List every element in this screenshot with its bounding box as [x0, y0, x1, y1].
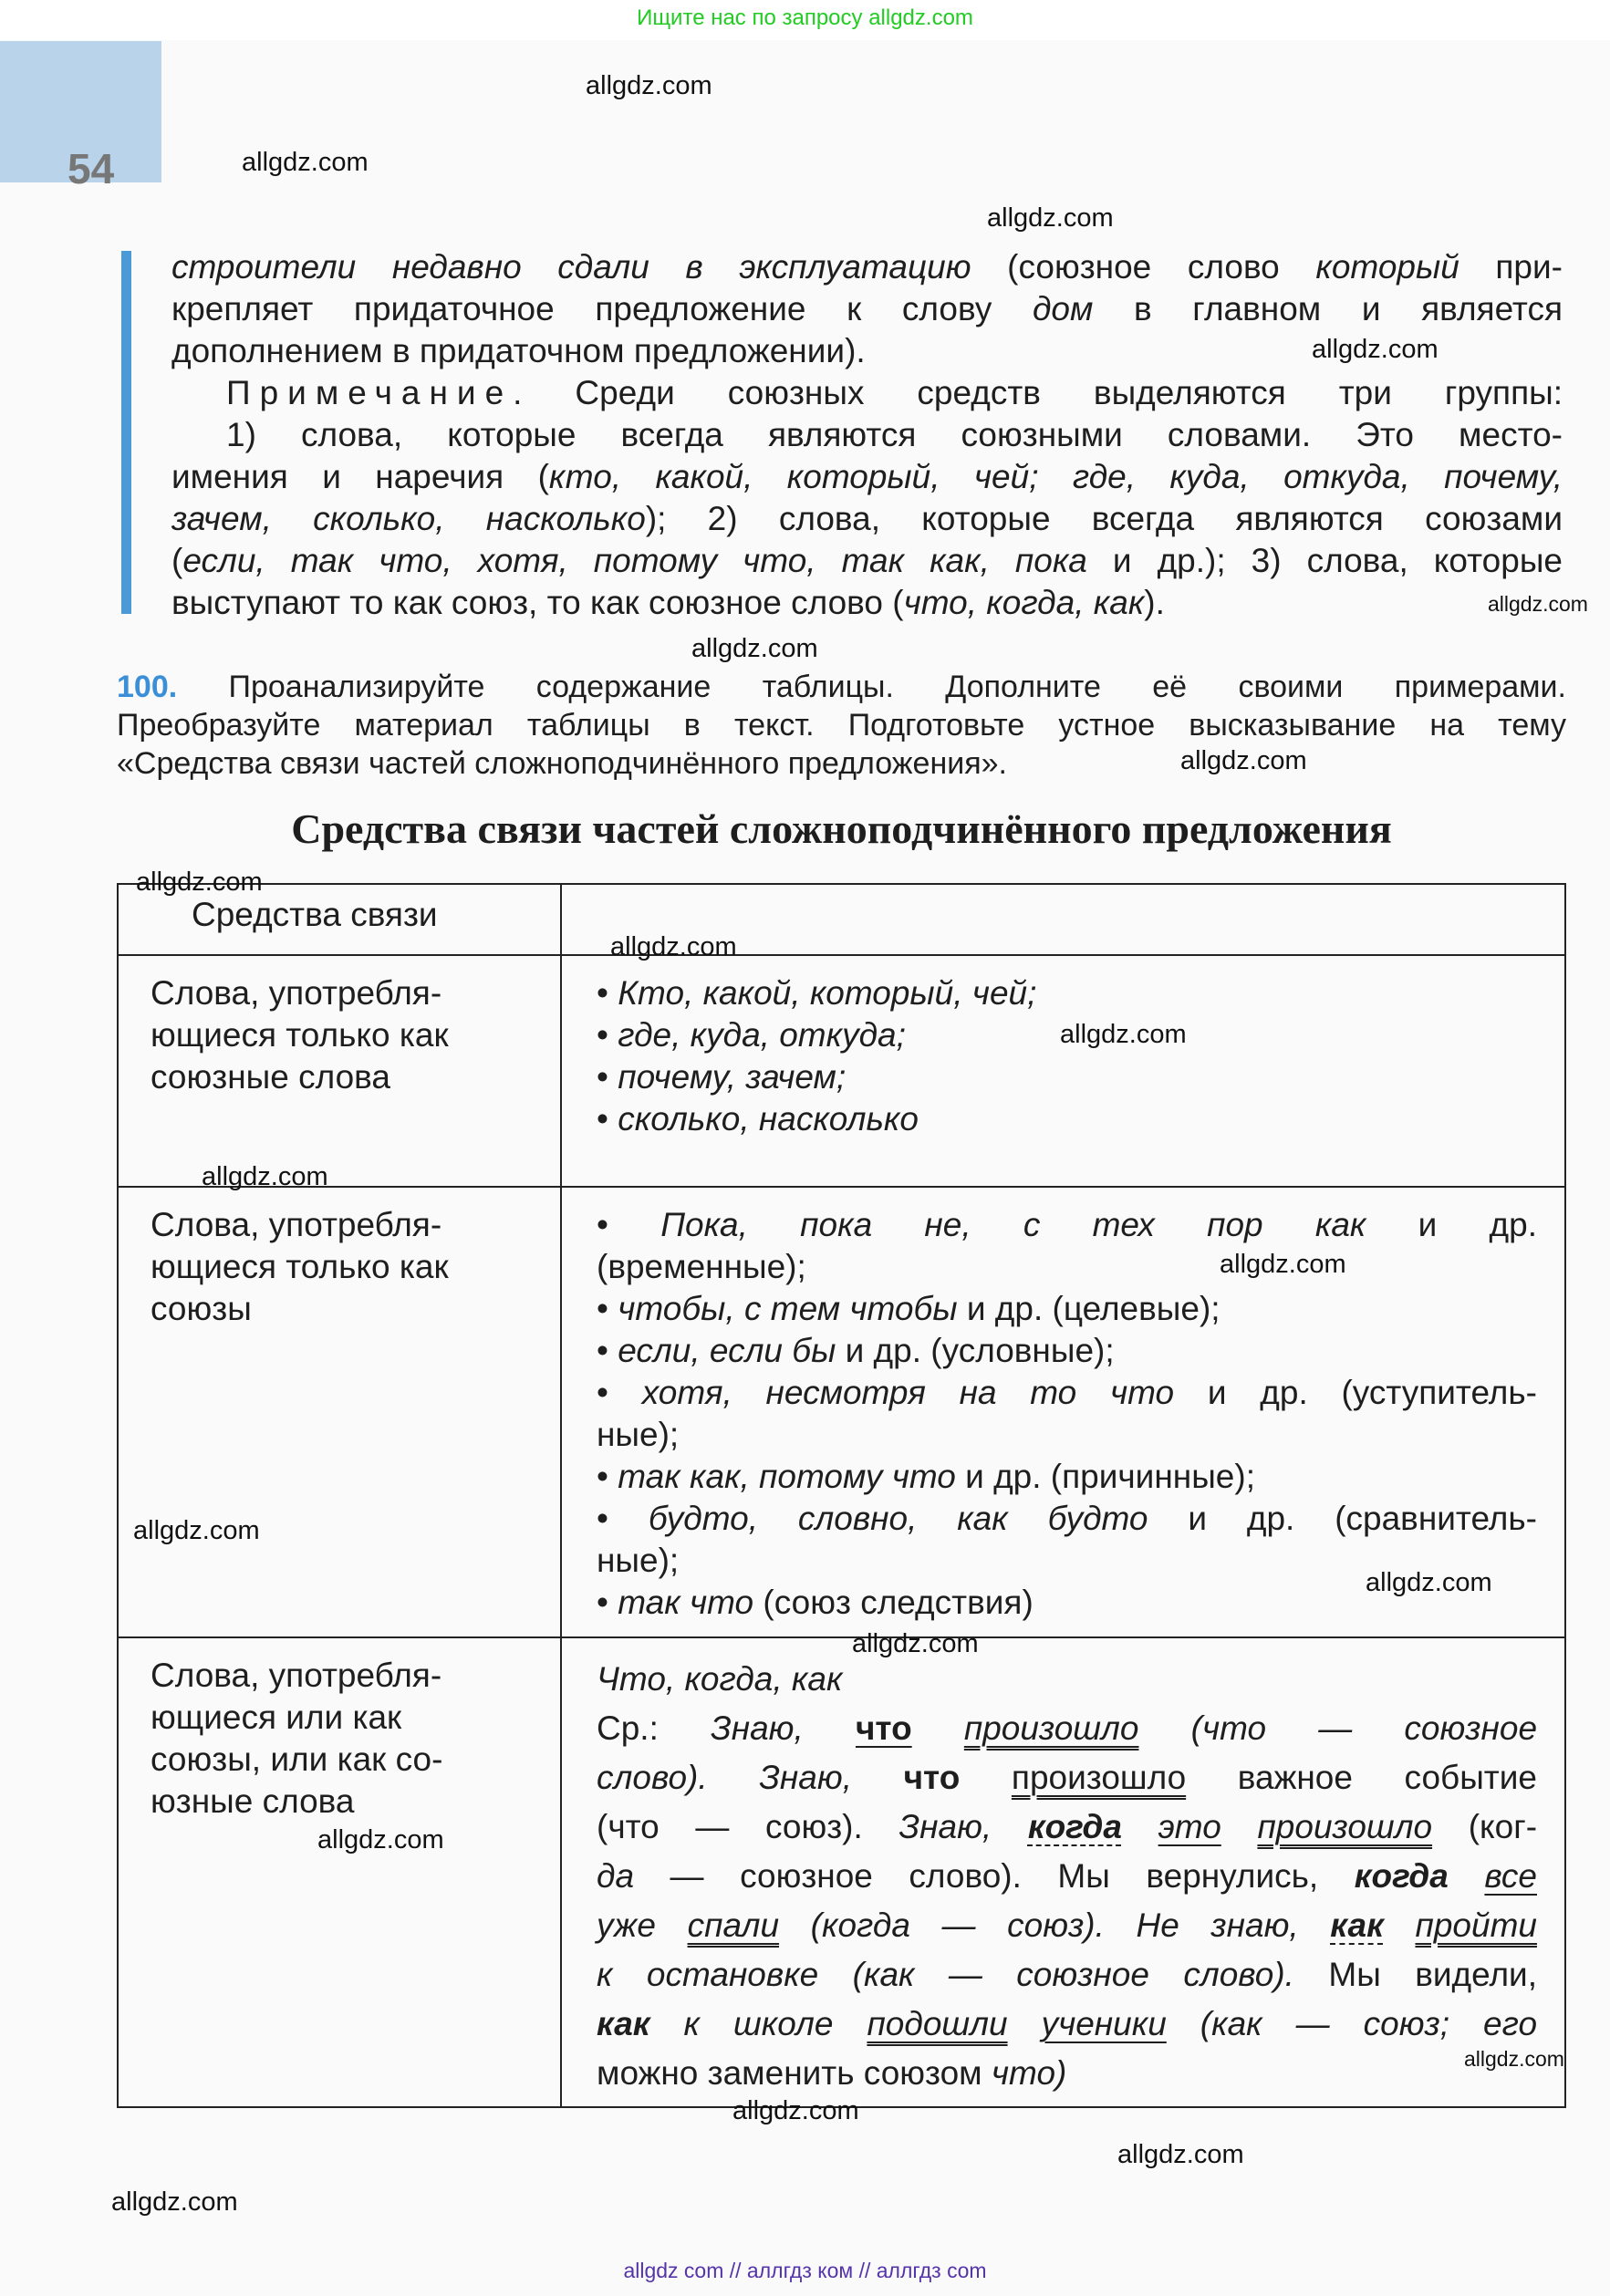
row-2-category: [119, 1188, 562, 1638]
text-segment: Примечание: [226, 374, 514, 411]
text-segment: и др. (сравнитель-: [1148, 1500, 1537, 1537]
text-segment: чтобы, с тем чтобы: [618, 1290, 958, 1327]
text-line: [597, 1456, 1537, 1498]
watermark: allgdz.com: [1464, 2047, 1564, 2071]
underlined-word: подошли: [867, 2005, 1008, 2042]
text-segment: да: [597, 1857, 635, 1895]
text-segment: ные);: [597, 1416, 680, 1453]
exercise-100: [117, 668, 1566, 783]
text-segment: юзные слова: [151, 1782, 355, 1820]
text-line: [597, 1803, 1537, 1852]
page-number: 54: [68, 145, 115, 192]
watermark: allgdz.com: [1117, 2140, 1244, 2169]
watermark: allgdz.com: [136, 867, 263, 897]
text-segment: 1) слова, которые всегда являются союзными словами. Это место-: [226, 416, 1563, 453]
text-segment: кто, какой, который, чей; где, куда, откуда, почему,: [548, 458, 1563, 495]
text-line: [597, 1655, 1537, 1704]
row-1-examples: [562, 956, 1564, 1188]
text-line: [171, 456, 1563, 498]
text-line: [151, 1781, 542, 1823]
underlined-word: пройти: [1415, 1906, 1537, 1944]
text-segment: (когда — союз).: [779, 1906, 1137, 1944]
text-segment: •: [597, 1584, 618, 1621]
text-segment: •: [597, 1206, 661, 1243]
text-line: [151, 1014, 542, 1056]
table-title: Средства связи частей сложноподчинённого предложения: [291, 805, 1392, 852]
watermark: allgdz.com: [987, 203, 1114, 233]
text-segment: •: [597, 1058, 618, 1096]
text-segment: [960, 1759, 1012, 1796]
text-line: [151, 1655, 542, 1697]
text-segment: если, если бы: [618, 1332, 836, 1369]
text-segment: 100.: [117, 670, 178, 704]
header-cell-means: Средства связи: [119, 885, 562, 956]
text-line: [597, 1704, 1537, 1753]
text-segment: (временные);: [597, 1248, 806, 1285]
text-segment: и др.: [1366, 1206, 1537, 1243]
text-segment: •: [597, 1500, 649, 1537]
watermark: allgdz.com: [111, 2187, 238, 2217]
underlined-word: когда: [1027, 1808, 1122, 1845]
rule-paragraph: [171, 246, 1563, 624]
text-segment: Знаю,: [898, 1808, 1028, 1845]
text-segment: Слова, употребля-: [151, 1206, 442, 1243]
text-segment: Знаю,: [711, 1709, 856, 1747]
text-segment: •: [597, 1100, 618, 1138]
text-segment: Кто, какой, который, чей;: [618, 974, 1037, 1012]
row-3-examples: [562, 1638, 1564, 2106]
text-segment: уже: [597, 1906, 688, 1944]
text-segment: так как, потому что: [618, 1458, 956, 1495]
row-1-category: [119, 956, 562, 1188]
text-segment: •: [597, 1332, 618, 1369]
underlined-word: как: [1330, 1906, 1384, 1944]
text-segment: Что, когда, как: [597, 1660, 843, 1698]
text-line: [171, 498, 1563, 540]
text-segment: . Среди союзных средств выделяются три группы:: [513, 374, 1563, 411]
underlined-word: произошло: [1011, 1759, 1187, 1796]
underlined-word: спали: [687, 1906, 780, 1944]
text-line: [151, 1056, 542, 1098]
text-line: [597, 1852, 1537, 1901]
text-segment: ); 2) слова, которые всегда являются союзами: [645, 500, 1563, 537]
underlined-word: все: [1484, 1857, 1537, 1895]
text-segment: что): [991, 2054, 1067, 2092]
text-segment: будто, словно, как будто: [648, 1500, 1148, 1537]
text-line: [171, 582, 1563, 624]
text-segment: и др. (уступитель-: [1174, 1374, 1537, 1411]
text-segment: дом: [1032, 290, 1094, 327]
text-segment: что: [903, 1759, 961, 1796]
text-segment: ющиеся или как: [151, 1699, 402, 1736]
text-segment: •: [597, 1016, 618, 1054]
text-segment: дополнением в придаточном предложении).: [171, 332, 866, 369]
text-line: [597, 1288, 1537, 1330]
text-segment: который: [1315, 248, 1459, 286]
text-segment: как: [597, 2005, 650, 2042]
text-segment: сколько, насколько: [618, 1100, 919, 1138]
text-line: [597, 1056, 1537, 1098]
text-line: [117, 744, 1566, 783]
text-segment: (союзное слово: [971, 248, 1316, 286]
text-line: [597, 1901, 1537, 1950]
text-segment: Ср.:: [597, 1709, 712, 1747]
text-segment: [1449, 1857, 1485, 1895]
text-segment: так что: [618, 1584, 754, 1621]
text-segment: союзные слова: [151, 1058, 390, 1096]
text-segment: важное событие: [1186, 1759, 1537, 1796]
text-segment: когда: [1354, 1857, 1449, 1895]
underlined-word: произошло: [963, 1709, 1139, 1747]
text-segment: и др. (причинные);: [955, 1458, 1255, 1495]
text-segment: и др. (условные);: [836, 1332, 1115, 1369]
rule-highlight-bar: [121, 251, 131, 614]
text-segment: (что — союзное: [1138, 1709, 1538, 1747]
text-segment: Мы видели,: [1328, 1956, 1537, 1993]
text-segment: что, когда, как: [903, 584, 1145, 621]
text-line: [171, 372, 1563, 414]
text-line: [151, 1204, 542, 1246]
text-segment: к школе: [649, 2005, 867, 2042]
text-line: [597, 972, 1537, 1014]
text-line: [151, 1697, 542, 1739]
text-line: [597, 1098, 1537, 1140]
text-line: [597, 1246, 1537, 1288]
watermark: allgdz.com: [1180, 746, 1307, 775]
text-segment: •: [597, 1374, 642, 1411]
text-segment: •: [597, 1290, 618, 1327]
watermark: allgdz.com: [242, 148, 369, 177]
watermark: allgdz.com: [133, 1516, 260, 1545]
text-segment: Проанализируйте содержание таблицы. Дополните её своими примерами.: [177, 670, 1566, 704]
watermark: allgdz.com: [202, 1162, 328, 1191]
text-segment: «Средства связи частей сложноподчинённого предложения».: [117, 746, 1007, 781]
text-segment: [912, 1709, 964, 1747]
text-segment: [1122, 1808, 1158, 1845]
text-segment: Пока, пока не, с тех пор как: [660, 1206, 1366, 1243]
text-line: [151, 1739, 542, 1781]
watermark: allgdz.com: [1220, 1250, 1346, 1279]
text-segment: имения и наречия (: [171, 458, 549, 495]
text-line: [151, 1288, 542, 1330]
text-line: [597, 2049, 1537, 2098]
text-segment: Преобразуйте материал таблицы в текст. Подготовьте устное высказывание на тему: [117, 708, 1566, 743]
text-line: [117, 706, 1566, 744]
text-segment: почему, зачем;: [618, 1058, 847, 1096]
text-line: [597, 1330, 1537, 1372]
text-segment: можно заменить союзом: [597, 2054, 992, 2092]
text-line: [171, 540, 1563, 582]
text-line: [597, 1372, 1537, 1414]
row-3-category: [119, 1638, 562, 2106]
text-line: [171, 414, 1563, 456]
text-line: [151, 972, 542, 1014]
watermark: allgdz.com: [1312, 335, 1439, 364]
watermark: allgdz.com: [1366, 1568, 1492, 1597]
text-segment: и др. (целевые);: [957, 1290, 1220, 1327]
text-line: [171, 288, 1563, 330]
text-segment: к остановке (как — союзное слово).: [597, 1956, 1329, 1993]
footer-links[interactable]: allgdz com // аллгдз ком // аллгдз com: [623, 2259, 987, 2282]
text-line: [597, 2000, 1537, 2049]
text-line: [171, 246, 1563, 288]
text-segment: (: [171, 542, 183, 579]
watermark: allgdz.com: [852, 1629, 979, 1658]
text-segment: зачем, сколько, насколько: [171, 500, 646, 537]
watermark: allgdz.com: [732, 2096, 859, 2125]
text-segment: строители недавно сдали в эксплуатацию: [171, 248, 971, 286]
text-segment: союзы, или как со-: [151, 1740, 443, 1778]
text-line: [597, 1204, 1537, 1246]
text-segment: союзы: [151, 1290, 252, 1327]
underlined-word: произошло: [1257, 1808, 1433, 1845]
text-line: [117, 668, 1566, 706]
text-segment: Слова, употребля-: [151, 974, 442, 1012]
text-segment: крепляет придаточное предложение к слову: [171, 290, 1033, 327]
text-line: [597, 1414, 1537, 1456]
text-segment: ные);: [597, 1542, 680, 1579]
watermark: allgdz.com: [317, 1825, 444, 1854]
text-segment: при-: [1459, 248, 1563, 286]
text-segment: Слова, употребля-: [151, 1657, 442, 1694]
text-segment: [1384, 1906, 1416, 1944]
underlined-word: ученики: [1041, 2005, 1167, 2042]
text-segment: если, так что, хотя, потому что, так как, пока: [182, 542, 1087, 579]
text-segment: где, куда, откуда;: [618, 1016, 906, 1054]
text-line: [597, 1753, 1537, 1803]
text-segment: Не знаю,: [1136, 1906, 1331, 1944]
watermark: allgdz.com: [1488, 592, 1588, 616]
text-segment: [1008, 2005, 1042, 2042]
watermark: allgdz.com: [1060, 1020, 1187, 1049]
text-segment: слово). Знаю,: [597, 1759, 904, 1796]
watermark: allgdz.com: [586, 71, 712, 100]
text-segment: выступают то как союз, то как союзное слово (: [171, 584, 904, 621]
conjunctions-table: [117, 883, 1566, 2108]
text-segment: (союз следствия): [753, 1584, 1034, 1621]
watermark: allgdz.com: [610, 932, 737, 961]
underlined-word: это: [1158, 1808, 1221, 1845]
text-segment: хотя, несмотря на то что: [641, 1374, 1175, 1411]
underlined-word: что: [855, 1709, 912, 1747]
text-segment: (ког-: [1432, 1808, 1538, 1845]
text-line: [151, 1246, 542, 1288]
text-line: [597, 1950, 1537, 2000]
text-segment: ).: [1144, 584, 1165, 621]
search-hint-link[interactable]: Ищите нас по запросу allgdz.com: [637, 5, 973, 30]
text-segment: в главном и является: [1093, 290, 1563, 327]
text-segment: •: [597, 974, 618, 1012]
text-segment: •: [597, 1458, 618, 1495]
text-line: [597, 1498, 1537, 1540]
text-segment: и др.); 3) слова, которые: [1086, 542, 1563, 579]
text-segment: ющиеся только как: [151, 1248, 449, 1285]
text-segment: ющиеся только как: [151, 1016, 449, 1054]
watermark: allgdz.com: [691, 634, 818, 663]
text-segment: [1221, 1808, 1258, 1845]
text-segment: (как — союз; его: [1166, 2005, 1538, 2042]
text-segment: — союзное слово). Мы вернулись,: [634, 1857, 1355, 1895]
text-segment: (что — союз).: [597, 1808, 899, 1845]
